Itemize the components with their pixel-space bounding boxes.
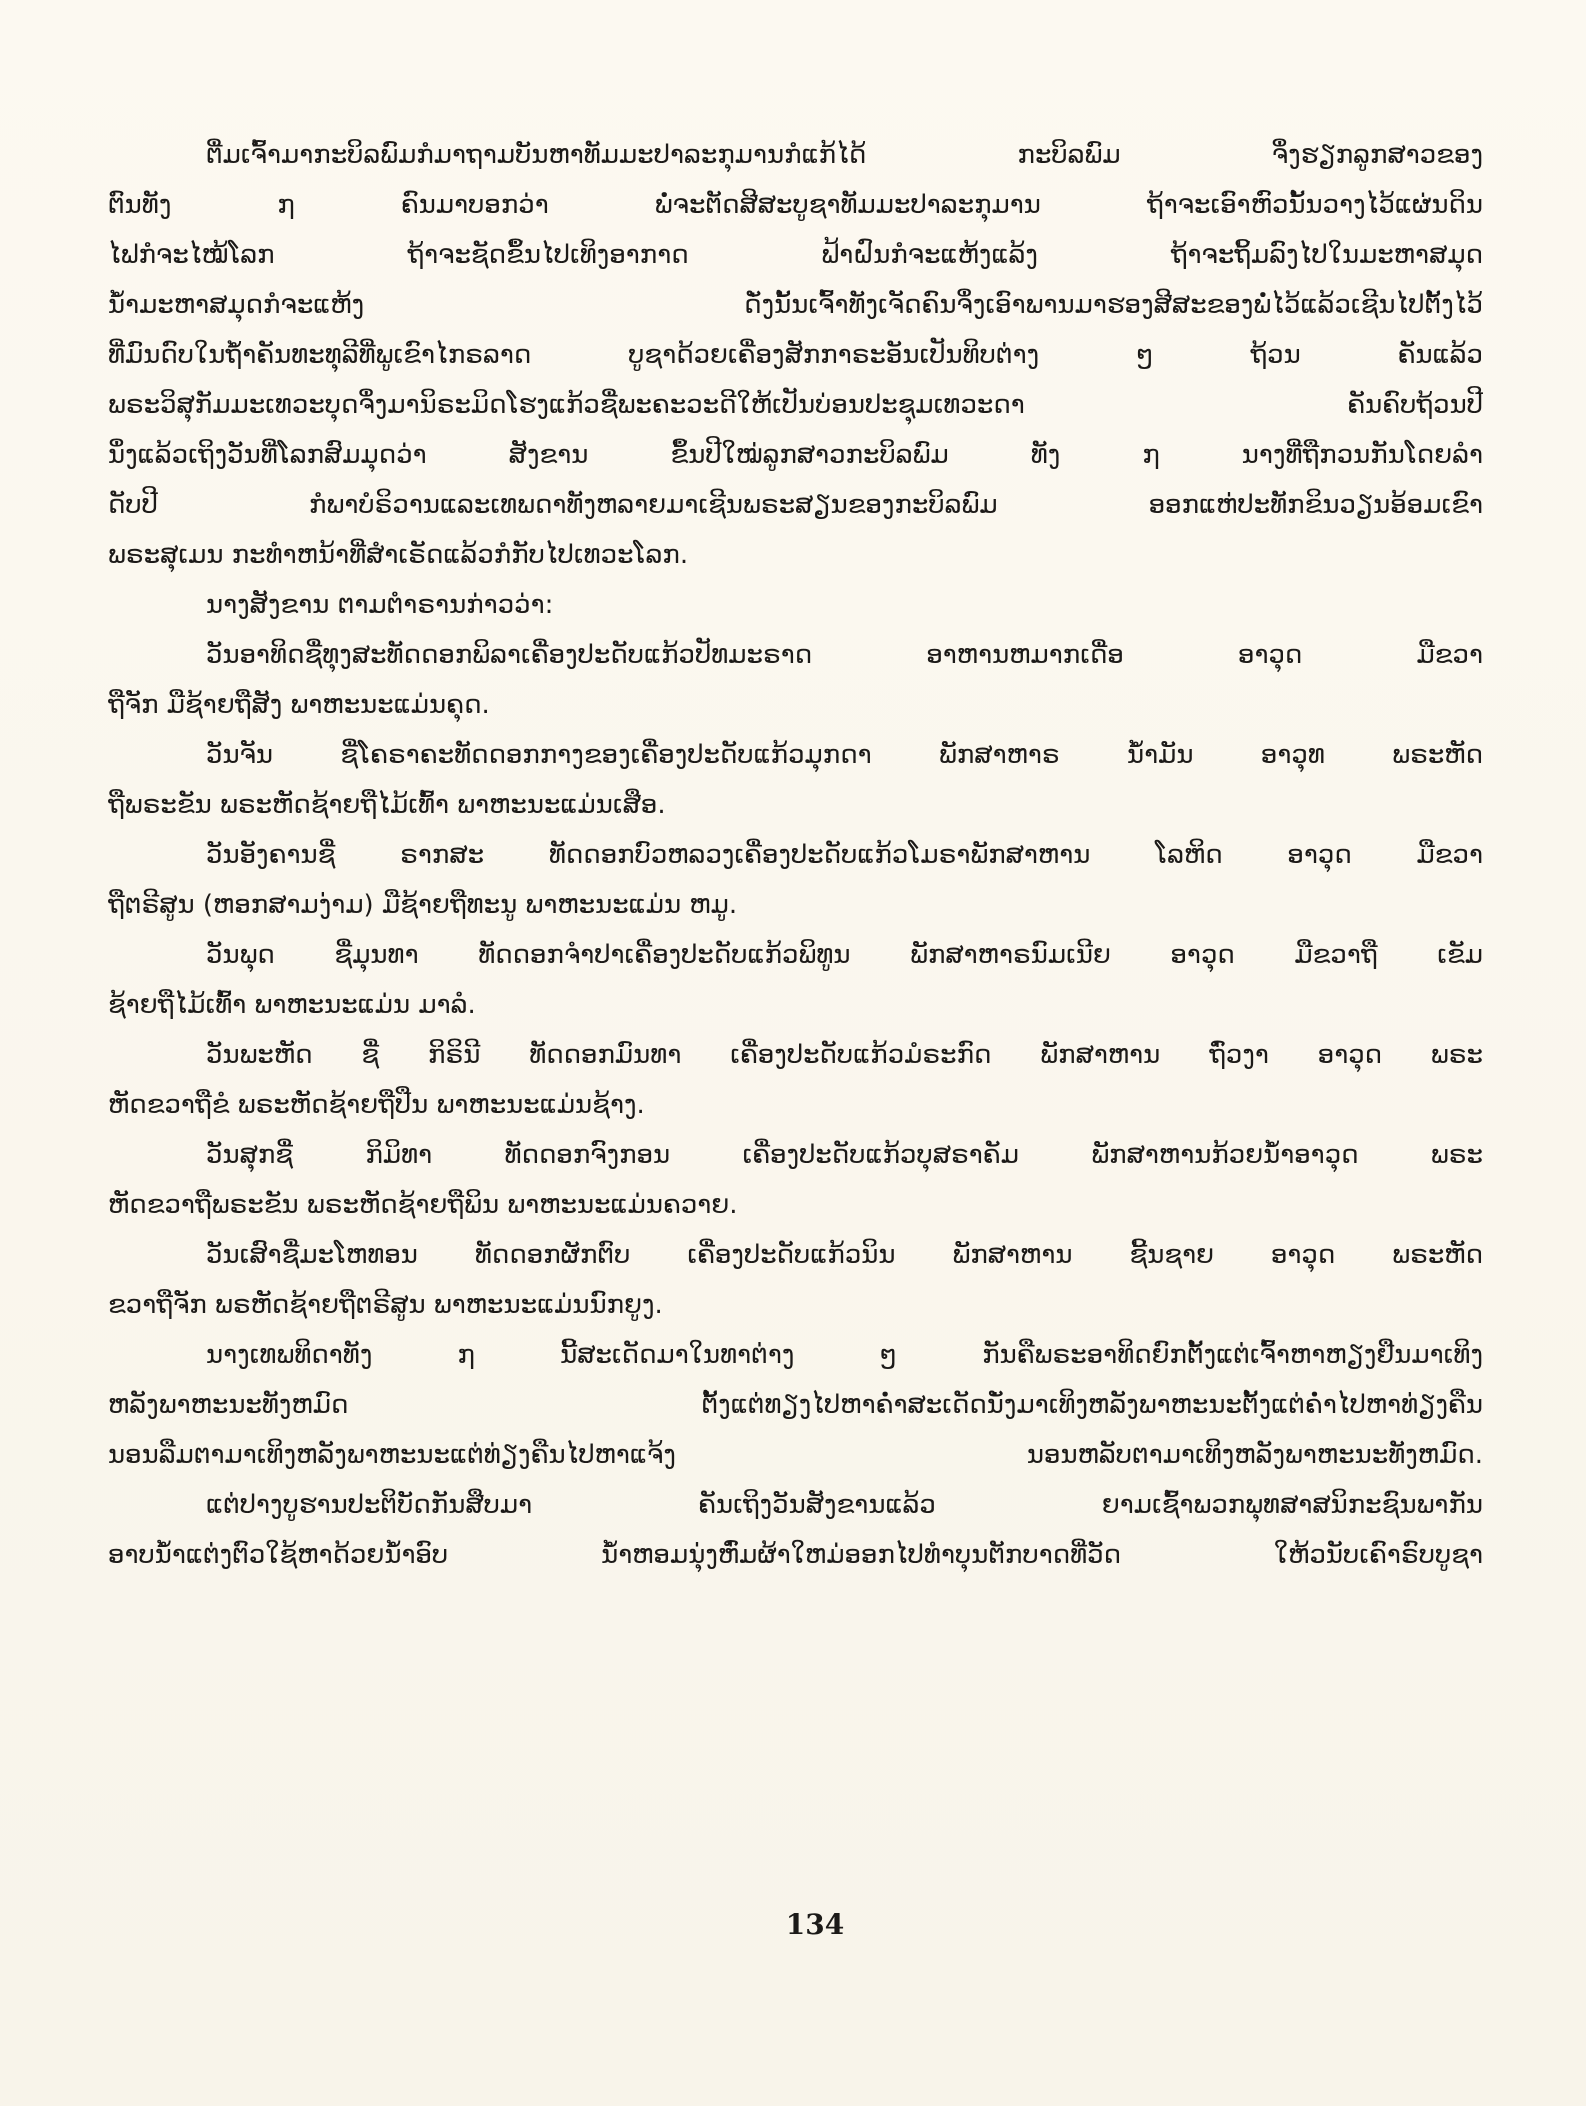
text-line: ຫັດຂວາຖືຂໍ ພຣະຫັດຊ້າຍຖືປືນ ພາຫະນະແມ່ນຊ້າງ. (108, 1090, 645, 1120)
text-line: ນອນລືມຕາມາເທິງຫລັງພາຫະນະແຕ່ທ່ຽງຄືນໄປຫາແຈ້ງ ນອນຫລັບຕາມາເທິງຫລັງພາຫະນະທັງຫມົດ. (108, 1440, 1483, 1470)
text-line: ຊ້າຍຖືໄມ້ເທົ້າ ພາຫະນະແມ່ນ ມາລໍ. (108, 990, 476, 1020)
text-line: ນຶ່ງແລ້ວເຖິງວັນທີ່ໂລກສົມມຸດວ່າ ສັງຂານ ຂຶ້ນປີໃໝ່ລູກສາວກະບິລພົມ ທັງ ໗ ນາງທີ່ຖືກວນກັນໂດຍລຳ (108, 440, 1483, 470)
text-line: ພຣະສຸເມນ ກະທຳຫນ້າທີ່ສຳເຣັດແລ້ວກໍກັບໄປເທວະໂລກ. (108, 540, 689, 570)
body-text (108, 130, 1483, 1580)
text-line: ຫລັງພາຫະນະທັງຫມົດ ຕັ້ງແຕ່ທຽງໄປຫາຄ່ຳສະເດັດນັ່ງມາເທິງຫລັງພາຫະນະຕັ້ງແຕ່ຄ່ຳໄປຫາທ່ຽງຄືນ (108, 1390, 1483, 1420)
text-line: ຕົນທັງ ໗ ຄົນມາບອກວ່າ ພໍ່ຈະຕັດສີສະບູຊາທັມມະປາລະກຸມານ ຖ້າຈະເອົາຫົວນັ້ນວາງໄວ້ແຜ່ນດິນ (108, 190, 1483, 220)
page-number: 134 (785, 1908, 845, 1941)
text-line: ວັນຈັນ ຊື່ໂຄຣາຄະທັດດອກກາງຂອງເຄື່ອງປະດັບແກ້ວມຸກດາ ພັກສາຫາຣ ນ້ຳມັນ ອາວຸທ ພຣະຫັດ (206, 740, 1483, 770)
text-line: ແຕ່ປາງບູຮານປະຕິບັດກັນສືບມາ ຄັນເຖິງວັນສັງຂານແລ້ວ ຍາມເຊົ້າພວກພຸທສາສນິກະຊົນພາກັນ (206, 1490, 1483, 1520)
text-line: ຂວາຖືຈັກ ພຣຫັດຊ້າຍຖືຕຣີສູນ ພາຫະນະແມ່ນນົກຍູງ. (108, 1290, 663, 1320)
text-line: ໄຟກໍຈະໄໝ້ໂລກ ຖ້າຈະຊັດຂຶ້ນໄປເທິງອາກາດ ຟ້າຝົນກໍຈະແຫ້ງແລ້ງ ຖ້າຈະຖິ້ມລົງໄປໃນມະຫາສມຸດ (108, 240, 1483, 270)
text-line: ວັນອັງຄານຊື່ ຣາກສະ ທັດດອກບົວຫລວງເຄື່ອງປະດັບແກ້ວໂມຣາພັກສາຫານ ໂລຫິດ ອາວຸດ ມືຂວາ (206, 840, 1483, 870)
text-line: ນ້ຳມະຫາສມຸດກໍຈະແຫ້ງ ດັ່ງນັ້ນເຈົ້າທັງເຈັດຄົນຈຶ່ງເອົາພານມາຮອງສີສະຂອງພໍ່ໄວ້ແລ້ວເຊີນໄປຕັ້ງໄວ້ (108, 290, 1483, 320)
text-line: ຕື່ມເຈົ້າມາກະບິລພົມກໍມາຖາມບັນຫາທັມມະປາລະກຸມານກໍແກ້ໄດ້ ກະບິລພົມ ຈຶ່ງຮຽກລູກສາວຂອງ (206, 140, 1483, 170)
text-line: ວັນສຸກຊື່ ກິມິທາ ທັດດອກຈົງກອນ ເຄື່ອງປະດັບແກ້ວບຸສຣາຄັມ ພັກສາຫານກ້ວຍນ້ຳອາວຸດ ພຣະ (206, 1140, 1483, 1170)
text-line: ວັນພະຫັດ ຊື່ ກິຣິນີ ທັດດອກມົນທາ ເຄື່ອງປະດັບແກ້ວມໍຣະກົດ ພັກສາຫານ ຖົ່ວງາ ອາວຸດ ພຣະ (206, 1040, 1483, 1070)
text-line: ທີ່ມົນດົບໃນຖ້ຳຄັນທະທຸລີທີ່ພູເຂົາໄກຣລາດ ບູຊາດ້ວຍເຄື່ອງສັກກາຣະອັນເປັນທິບຕ່າງ ໆ ຖ້ວນ ຄັນແລ້ວ (108, 340, 1483, 370)
text-line: ຖືຈັກ ມືຊ້າຍຖືສັງ ພາຫະນະແມ່ນຄຸດ. (108, 690, 490, 720)
text-line: ດັບປີ ກໍພາບໍຣິວານແລະເທພດາທັງຫລາຍມາເຊີນພຣະສຽນຂອງກະບິລພົມ ອອກແຫ່ປະທັກຂິນວຽນອ້ອມເຂົາ (108, 490, 1483, 520)
text-line: ວັນອາທິດຊື່ທຸງສະທັດດອກພິລາເຄື່ອງປະດັບແກ້ວປັທມະຣາດ ອາຫານຫມາກເດື່ອ ອາວຸດ ມືຂວາ (206, 640, 1483, 670)
text-line: ວັນເສົາຊື່ມະໂຫທອນ ທັດດອກຜັກຕົບ ເຄື່ອງປະດັບແກ້ວນິນ ພັກສາຫານ ຊີ້ນຊາຍ ອາວຸດ ພຣະຫັດ (206, 1240, 1483, 1270)
text-line: ຖືຕຣີສູນ (ຫອກສາມງ່າມ) ມືຊ້າຍຖືທະນູ ພາຫະນະແມ່ນ ຫມູ. (108, 890, 738, 920)
text-line: ພຣະວິສຸກັມມະເທວະບຸດຈຶ່ງມານິຣະມິດໂຮງແກ້ວຊື່ພະຄະວະດີໃຫ້ເປັນບ່ອນປະຊຸມເທວະດາ ຄັນຄົບຖ້ວນປີ (108, 390, 1483, 420)
text-line: ຫັດຂວາຖືພຣະຂັນ ພຣະຫັດຊ້າຍຖືພິນ ພາຫະນະແມ່ນຄວາຍ. (108, 1190, 738, 1220)
text-line: ນາງເທພທິດາທັງ ໗ ນີ້ສະເດັດມາໃນທາຕ່າງ ໆ ກັນຄືພຣະອາທິດຍົກຕັ້ງແຕ່ເຈົ້າຫາຫຽງຢືນມາເທິງ (206, 1340, 1483, 1370)
text-line: ຖືພຣະຂັນ ພຣະຫັດຊ້າຍຖືໄມ້ເທົ້າ ພາຫະນະແມ່ນເສືອ. (108, 790, 666, 820)
text-line: ວັນພຸດ ຊື່ມຸນທາ ທັດດອກຈຳປາເຄື່ອງປະດັບແກ້ວພິທູນ ພັກສາຫາຣນົມເນີຍ ອາວຸດ ມືຂວາຖື ເຂັມ (206, 940, 1483, 970)
section-heading: ນາງສັງຂານ ຕາມຕຳຣານກ່າວວ່າ: (206, 590, 554, 620)
text-line: ອາບນ້ຳແຕ່ງຕົວໃຊ້ຫາດ້ວຍນ້ຳອົບ ນ້ຳຫອມນຸ່ງຫົ່ມຜ້າໃຫມ່ອອກໄປທຳບຸນຕັກບາດທີ່ວັດ ໃຫ້ວນັບເຄົາຣົບບູຊາ (108, 1540, 1483, 1570)
